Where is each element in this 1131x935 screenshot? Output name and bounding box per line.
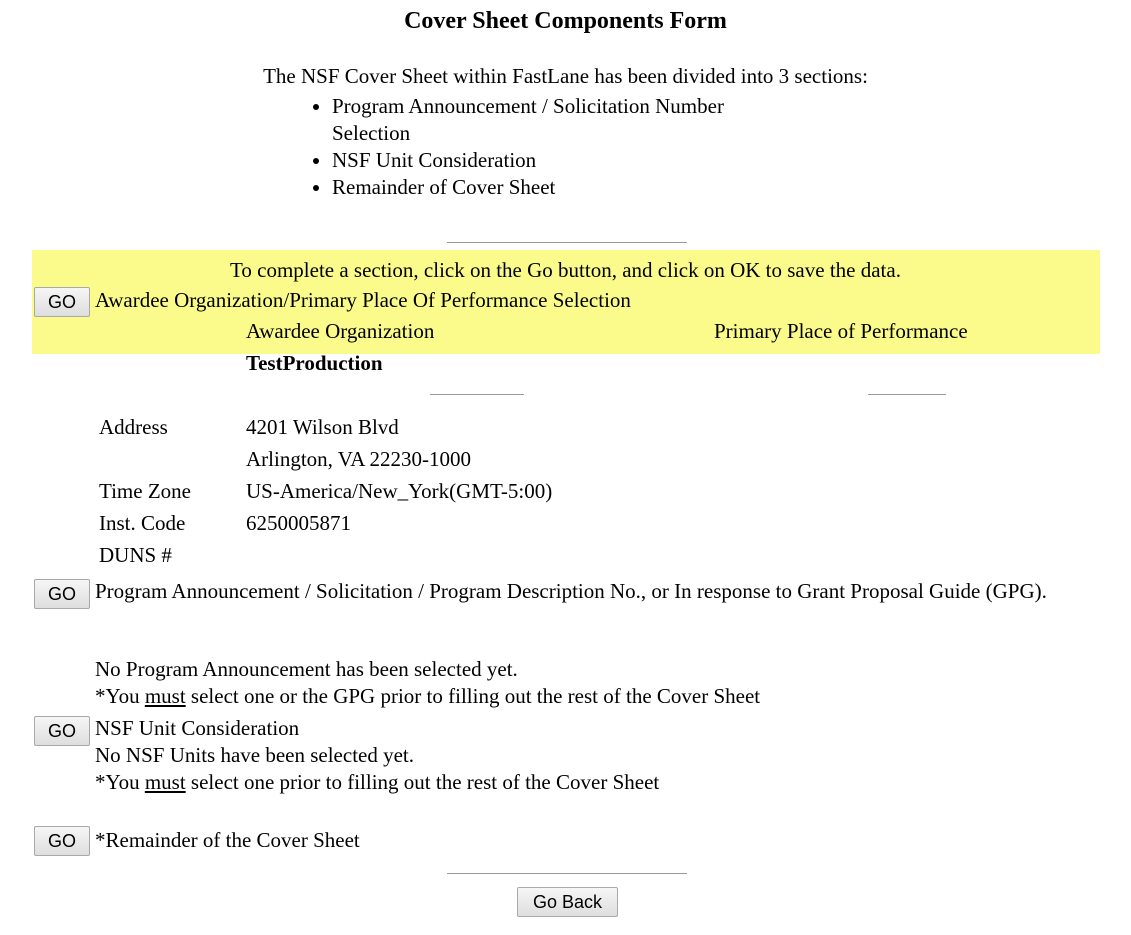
list-item: • Program Announcement / Solicitation Number Selection [332,93,802,147]
inst-code-value: 6250005871 [246,511,351,535]
duns-label: DUNS # [99,543,172,567]
must-emphasis: must [144,684,186,708]
timezone-label: Time Zone [99,479,191,503]
unit-go-button[interactable]: GO [34,716,90,746]
divider [868,394,946,395]
awardee-go-button[interactable]: GO [34,287,90,317]
divider [430,394,524,395]
program-requirement: *You must select one or the GPG prior to filling out the rest of the Cover Sheet [95,684,761,708]
program-section-heading: Program Announcement / Solicitation / Program Description No., or In response to Grant Proposal Guide (GPG). [95,579,1047,603]
inst-code-label: Inst. Code [99,511,186,535]
unit-status: No NSF Units have been selected yet. [95,743,415,767]
address-label: Address [99,415,168,439]
list-item: • Remainder of Cover Sheet [332,174,802,201]
awardee-section-heading: Awardee Organization/Primary Place Of Performance Selection [95,288,631,312]
timezone-value: US-America/New_York(GMT-5:00) [246,479,553,503]
page-title: Cover Sheet Components Form [404,8,727,34]
address-line1: 4201 Wilson Blvd [246,415,399,439]
remainder-section-heading: *Remainder of the Cover Sheet [95,828,360,852]
divider [447,873,687,874]
awardee-org-name: TestProduction [246,351,383,375]
unit-requirement: *You must select one prior to filling out the rest of the Cover Sheet [95,770,660,794]
program-go-button[interactable]: GO [34,579,90,609]
program-status: No Program Announcement has been selected yet. [95,657,518,681]
go-back-button[interactable]: Go Back [517,887,618,917]
remainder-go-button[interactable]: GO [34,826,90,856]
must-emphasis: must [144,770,186,794]
address-line2: Arlington, VA 22230-1000 [246,447,471,471]
list-item: • NSF Unit Consideration [332,147,802,174]
unit-section-heading: NSF Unit Consideration [95,716,300,740]
awardee-column-header: Awardee Organization [246,319,435,343]
intro-text: The NSF Cover Sheet within FastLane has been divided into 3 sections: [263,64,868,88]
divider [447,242,687,243]
ppop-column-header: Primary Place of Performance [714,319,968,343]
instructions-text: To complete a section, click on the Go button, and click on OK to save the data. [230,258,901,282]
sections-list [308,93,802,201]
